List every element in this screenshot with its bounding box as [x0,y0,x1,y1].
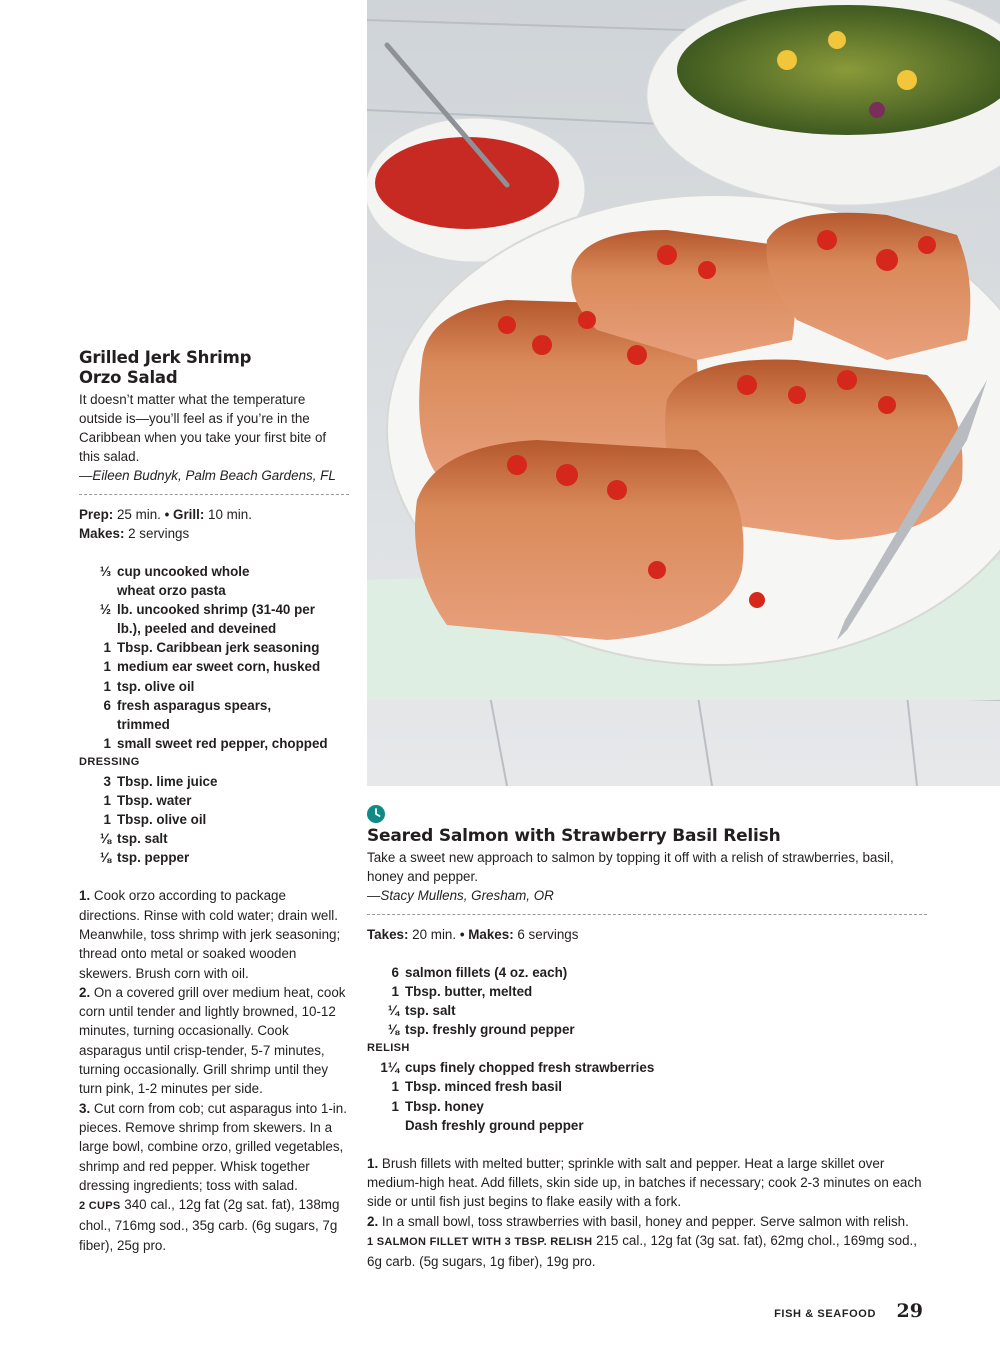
ingredient-text: salmon fillets (4 oz. each) [405,965,568,980]
ingredient-text: tsp. olive oil [117,678,195,694]
nutrition-facts [367,1231,927,1272]
ingredient-text: Tbsp. water [117,793,192,809]
divider [79,494,349,495]
step-text: Cook orzo according to package directions. Rinse with cold water; drain well. Meanwhile, toss shrimp with jerk seasoning; thread onto metal or soaked wooden skewers. Brush corn with oil. [79,888,341,981]
ingredient-item [367,1116,927,1135]
recipe-title-line2: Orzo Salad [79,368,178,387]
direction-step [367,1154,927,1212]
recipe-title [79,348,349,388]
ingredient-qty: ½ [99,602,111,618]
step-text: Brush fillets with melted butter; sprinkle with salt and pepper. Heat a large skillet over medium-high heat. Add fillets, skin side up, in batches if necessary; cook 2-3 minutes on each side or until fish just begins to flake easily with a fork. [367,1155,922,1210]
dressing-list [79,772,349,867]
page-number: 29 [896,1300,923,1322]
recipe-meta [79,505,349,543]
recipe-author: —Eileen Budnyk, Palm Beach Gardens, FL [79,468,336,483]
ingredient-qty: 1¼ [380,1060,399,1076]
salmon-photo [367,0,1000,786]
ingredient-item [79,600,349,619]
ingredient-item [79,677,349,696]
bullet-sep: • [164,507,174,522]
ingredient-qty [79,581,117,600]
ingredient-text: tsp. salt [405,1003,456,1019]
recipe-author: —Stacy Mullens, Gresham, OR [367,888,554,903]
ingredient-qty: 1 [103,678,111,694]
ingredient-qty [79,619,117,638]
directions [79,886,349,1195]
ingredient-qty: ⅛ [99,850,111,866]
divider [367,914,927,915]
ingredient-item [79,715,349,734]
ingredient-qty [79,715,117,734]
ingredient-item [79,638,349,657]
recipe-intro: Take a sweet new approach to salmon by topping it off with a relish of strawberries, basil, honey and pepper. [367,850,894,884]
ingredient-list [79,562,349,753]
prep-value: 25 min. [116,507,161,522]
ingredient-item [79,734,349,753]
ingredient-item [367,1058,927,1077]
ingredient-text: medium ear sweet corn, husked [117,659,321,675]
ingredient-qty: ⅛ [387,1022,399,1038]
ingredient-text: tsp. freshly ground pepper [405,1022,575,1038]
step-text: In a small bowl, toss strawberries with basil, honey and pepper. Serve salmon with relish. [378,1213,909,1229]
ingredient-qty: 6 [391,965,399,980]
nutrition-facts [79,1195,349,1255]
salmon-photo-illustration [367,0,1000,786]
ingredient-qty: 1 [103,793,111,809]
ingredient-list [367,963,927,1039]
ingredient-qty: 1 [391,1079,399,1095]
makes-value: 6 servings [517,927,579,942]
direction-step [367,1212,927,1231]
ingredient-item [79,581,349,600]
direction-step [79,1099,349,1195]
ingredient-text: Tbsp. minced fresh basil [405,1079,563,1095]
ingredient-text: fresh asparagus spears, [117,697,272,713]
ingredient-qty: 1 [391,984,399,1000]
ingredient-item [79,810,349,829]
step-number: 1. [79,888,91,904]
ingredient-item [79,829,349,848]
relish-label: RELISH [367,1042,410,1055]
ingredient-text: small sweet red pepper, chopped [117,735,328,751]
step-text: Cut corn from cob; cut asparagus into 1-in. pieces. Remove shrimp from skewers. In a large bowl, combine orzo, grilled vegetables, shrimp and red pepper. Whisk together dressing ingredients; toss with salad. [79,1100,347,1193]
clock-icon [367,805,385,823]
nutrition-text: 215 cal., 12g fat (3g sat. fat), 62mg chol., 169mg sod., 6g carb. (5g sugars, 1g fiber), 19g pro. [367,1232,917,1270]
step-number: 3. [79,1100,91,1116]
ingredient-text: wheat orzo pasta [117,583,226,599]
ingredient-text: lb.), peeled and deveined [117,621,277,637]
takes-label: Takes: [367,927,409,942]
recipe-seared-salmon [367,826,927,1272]
ingredient-text: trimmed [117,716,170,732]
ingredient-qty: ⅓ [99,564,111,579]
ingredient-item [79,619,349,638]
ingredient-item [79,791,349,810]
ingredient-text: cups finely chopped fresh strawberries [405,1060,655,1076]
prep-label: Prep: [79,507,114,522]
nutrition-label: 1 SALMON FILLET WITH 3 TBSP. RELISH [367,1235,593,1248]
ingredient-item [79,562,349,581]
directions [367,1154,927,1231]
ingredient-item [79,848,349,867]
ingredient-item [367,963,927,982]
ingredient-qty: 6 [103,697,111,713]
ingredient-qty: 1 [103,812,111,828]
ingredient-qty: 1 [103,640,111,656]
step-text: On a covered grill over medium heat, cook corn until tender and lightly browned, 10-12 minutes, turning occasionally. Cook asparagus until crisp-tender, 5-7 minutes, turning occasionally. Grill shrimp until they turn pink, 1-2 minutes per side. [79,984,346,1097]
ingredient-text: tsp. pepper [117,850,190,866]
takes-value: 20 min. [412,927,457,942]
recipe-meta [367,925,927,944]
ingredient-qty: 1 [391,1098,399,1114]
makes-value: 2 servings [128,526,190,541]
ingredient-item [367,982,927,1001]
ingredient-text: cup uncooked whole [117,564,250,579]
recipe-intro: It doesn’t matter what the temperature outside is—you’ll feel as if you’re in the Caribbean when you take your first bite of this salad. [79,392,327,464]
direction-step [79,886,349,982]
direction-step [79,983,349,1099]
relish-list [367,1058,927,1134]
recipe-title-line1: Grilled Jerk Shrimp [79,348,252,367]
ingredient-item [79,772,349,791]
ingredient-qty: ⅛ [99,831,111,847]
grill-value: 10 min. [208,507,252,522]
ingredient-text: Dash freshly ground pepper [405,1117,584,1133]
ingredient-text: lb. uncooked shrimp (31-40 per [117,602,315,618]
nutrition-text: 340 cal., 12g fat (2g sat. fat), 138mg chol., 716mg sod., 35g carb. (6g sugars, 7g fiber), 25g pro. [79,1197,340,1253]
recipe-title: Seared Salmon with Strawberry Basil Relish [367,826,781,846]
ingredient-item [367,1001,927,1020]
ingredient-text: Tbsp. honey [405,1098,484,1114]
step-number: 2. [367,1213,379,1229]
makes-label: Makes: [468,927,514,942]
ingredient-item [79,657,349,676]
ingredient-qty: ¼ [387,1003,399,1019]
section-label: FISH & SEAFOOD [774,1308,876,1320]
ingredient-text: Tbsp. butter, melted [405,984,533,1000]
ingredient-qty: 3 [103,773,111,789]
ingredient-qty [367,1116,405,1135]
step-number: 1. [367,1155,379,1171]
ingredient-text: tsp. salt [117,831,168,847]
grill-label: Grill: [173,507,205,522]
ingredient-text: Tbsp. Caribbean jerk seasoning [117,640,320,656]
dressing-label: DRESSING [79,755,140,768]
ingredient-item [367,1077,927,1096]
ingredient-text: Tbsp. olive oil [117,812,207,828]
nutrition-label: 2 CUPS [79,1200,121,1213]
makes-label: Makes: [79,526,125,541]
step-number: 2. [79,984,91,1000]
bullet-sep: • [459,927,469,942]
ingredient-item [79,696,349,715]
ingredient-qty: 1 [103,659,111,675]
ingredient-text: Tbsp. lime juice [117,773,218,789]
ingredient-item [367,1097,927,1116]
ingredient-qty: 1 [103,735,111,751]
recipe-jerk-shrimp [79,348,349,1255]
ingredient-item [367,1020,927,1039]
